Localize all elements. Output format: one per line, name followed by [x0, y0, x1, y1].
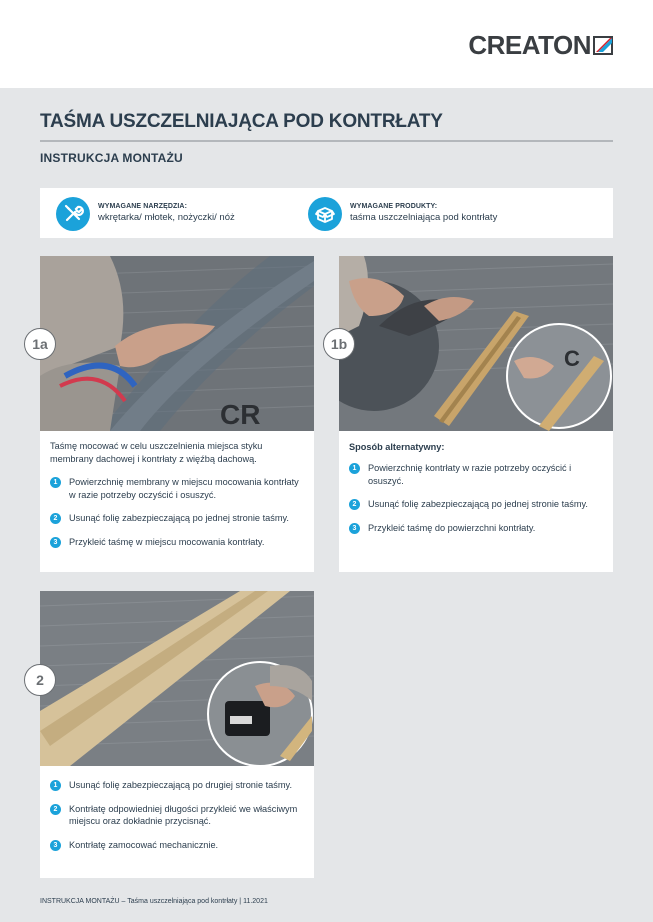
step-2-badge: 2	[24, 664, 56, 696]
step-1a-photo	[40, 256, 314, 431]
logo-mark-icon	[593, 34, 615, 56]
logo-text: CREATON	[468, 30, 591, 60]
list-item	[349, 522, 605, 535]
step-number: 1	[50, 780, 61, 791]
step-text: Powierzchnię kontrłaty w razie potrzeby oczyścić i osuszyć.	[368, 463, 572, 486]
step-number: 2	[50, 513, 61, 524]
step-text: Przykleić taśmę do powierzchni kontrłaty.	[368, 522, 536, 533]
tools-value: wkrętarka/ młotek, nożyczki/ nóż	[98, 212, 235, 223]
step-text: Usunąć folię zabezpieczającą po drugiej stronie taśmy.	[69, 780, 292, 790]
step-text: Powierzchnię membrany w miejscu mocowania kontrłaty w razie potrzeby oczyścić i osuszyć.	[69, 477, 299, 500]
step-number: 2	[50, 804, 61, 815]
svg-text:C: C	[564, 346, 580, 371]
step-1a-card	[32, 256, 314, 572]
list-item	[50, 512, 306, 525]
step-1b-badge: 1b	[323, 328, 355, 360]
page-title: TAŚMA USZCZELNIAJĄCA POD KONTRŁATY	[40, 111, 443, 132]
step-1b-card	[330, 256, 613, 572]
step-number: 1	[349, 463, 360, 474]
list-item	[50, 803, 306, 828]
list-item	[50, 536, 306, 549]
step-number: 1	[50, 477, 61, 488]
step-1b-photo	[339, 256, 613, 431]
step-text: Kontrłatę zamocować mechanicznie.	[69, 839, 219, 850]
step-number: 2	[349, 499, 360, 510]
step-2-instructions	[50, 779, 306, 862]
list-item	[50, 779, 306, 792]
step-number: 3	[50, 840, 61, 851]
creaton-logo	[468, 30, 615, 61]
requirements-box	[40, 188, 613, 238]
step-text: Usunąć folię zabezpieczającą po jednej stronie taśmy.	[368, 499, 588, 509]
required-tools	[56, 197, 235, 231]
title-divider	[40, 140, 613, 142]
wrench-screwdriver-icon	[56, 197, 90, 231]
step-1b-instructions	[349, 442, 605, 545]
tools-label: WYMAGANE NARZĘDZIA:	[98, 203, 188, 210]
step-number: 3	[50, 537, 61, 548]
list-item	[349, 462, 605, 487]
products-label: WYMAGANE PRODUKTY:	[350, 203, 438, 210]
svg-text:CR: CR	[220, 399, 261, 430]
step-1a-intro: Taśmę mocować w celu uszczelnienia miejsca styku membrany dachowej i kontrłaty z więźbą dachową.	[50, 441, 263, 464]
list-item	[50, 476, 306, 501]
list-item	[349, 498, 605, 511]
step-1b-heading: Sposób alternatywny:	[349, 442, 445, 452]
list-item	[50, 839, 306, 852]
step-number: 3	[349, 523, 360, 534]
page-footer: INSTRUKCJA MONTAŻU – Taśma uszczelniająca pod kontrłaty | 11.2021	[40, 898, 268, 905]
top-bar	[0, 0, 653, 88]
box-icon	[308, 197, 342, 231]
required-products	[308, 197, 497, 231]
step-1a-instructions	[50, 440, 306, 559]
products-value: taśma uszczelniająca pod kontrłaty	[350, 212, 498, 223]
step-text: Kontrłatę odpowiedniej długości przykleić we właściwym miejscu oraz dokładnie przycisnąć.	[69, 803, 298, 826]
step-2-card	[36, 591, 314, 878]
step-1a-badge: 1a	[24, 328, 56, 360]
step-text: Usunąć folię zabezpieczającą po jednej stronie taśmy.	[69, 513, 289, 523]
page-subtitle: INSTRUKCJA MONTAŻU	[40, 151, 183, 165]
step-text: Przykleić taśmę w miejscu mocowania kontrłaty.	[69, 536, 265, 547]
step-2-photo	[40, 591, 314, 766]
